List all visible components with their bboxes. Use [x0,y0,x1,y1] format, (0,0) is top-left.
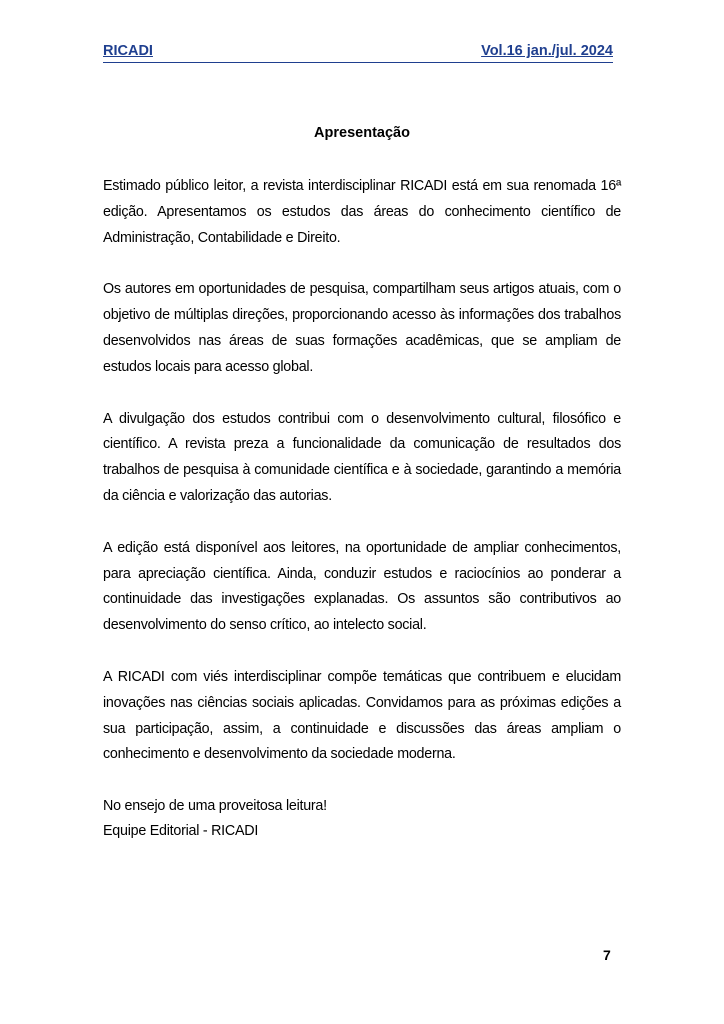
paragraph-1: Estimado público leitor, a revista interdisciplinar RICADI está em sua renomada 16ª edição. Apresentamos os estudos das áreas do conhecimento científico de Administração, Contabilidade e Direito. [103,178,621,246]
page-header [103,40,613,63]
paragraph-2: Os autores em oportunidades de pesquisa, compartilham seus artigos atuais, com o objetivo de múltiplas direções, proporcionando acesso às informações dos trabalhos desenvolvidos nas áreas de suas formações acadêmicas, que se ampliam de estudos locais para acesso global. [103,281,621,375]
page-number: 7 [603,947,611,963]
closing-greeting: No ensejo de uma proveitosa leitura! [103,798,327,815]
issue-info: Vol.16 jan./jul. 2024 [481,43,613,59]
paragraph-4: A edição está disponível aos leitores, na oportunidade de ampliar conhecimentos, para apreciação científica. Ainda, conduzir estudos e raciocínios ao ponderar a continuidade das investigações explanadas. Os assuntos são contributivos ao desenvolvimento do senso crítico, ao intelecto social. [103,539,621,634]
paragraph-3: A divulgação dos estudos contribui com o desenvolvimento cultural, filosófico e científico. A revista preza a funcionalidade da comunicação de resultados dos trabalhos de pesquisa à comunidade científica e à sociedade, garantindo a memória da ciência e valorização das autorias. [103,410,621,504]
page-title: Apresentação [314,125,410,141]
paragraph-5: A RICADI com viés interdisciplinar compõe temáticas que contribuem e elucidam inovações nas ciências sociais aplicadas. Convidamos para as próximas edições a sua participação, assim, a continuidade e discussões das áreas ampliam o conhecimento e desenvolvimento da sociedade moderna. [103,668,621,763]
journal-name: RICADI [103,43,153,59]
body-text [103,174,621,844]
signature: Equipe Editorial - RICADI [103,823,259,840]
